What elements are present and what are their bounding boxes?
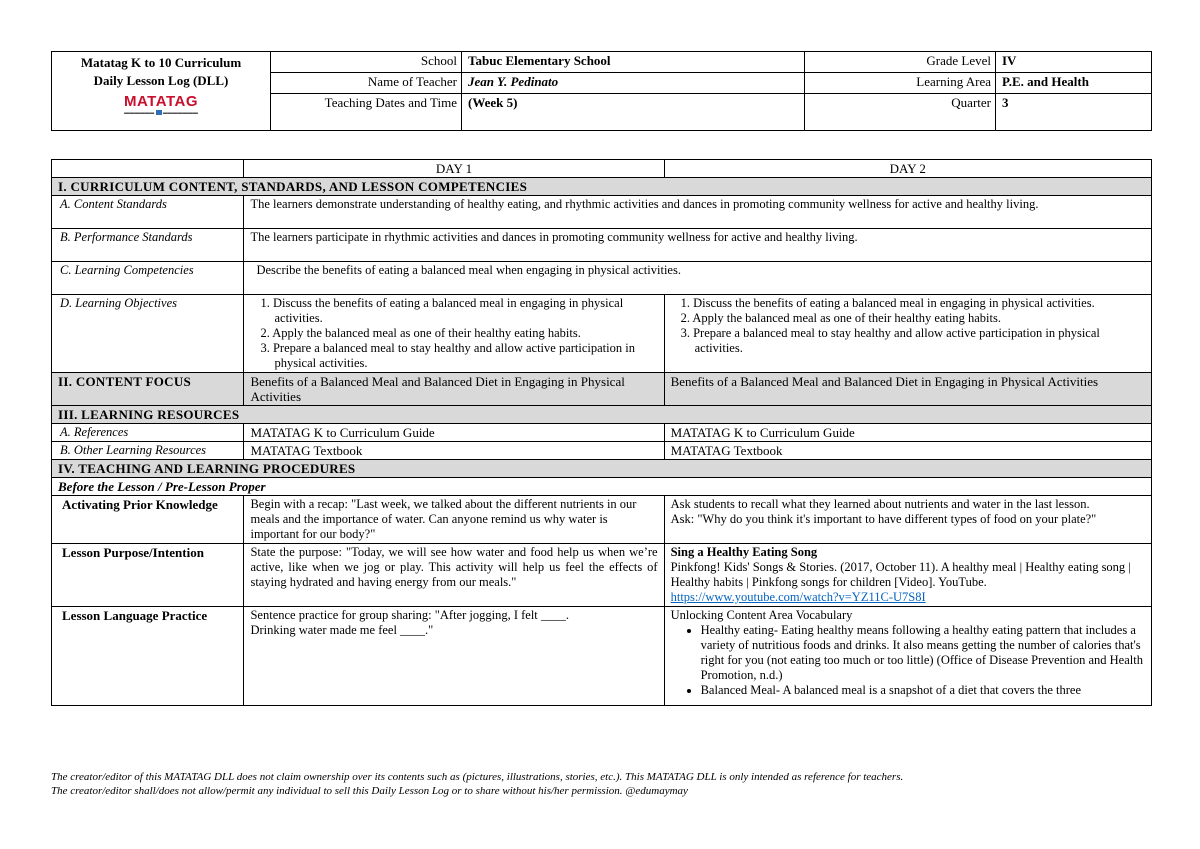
language-practice-day2 <box>664 607 1151 706</box>
vocabulary-title: Unlocking Content Area Vocabulary <box>670 608 853 622</box>
day2-header: DAY 2 <box>664 160 1151 178</box>
before-lesson-heading: Before the Lesson / Pre-Lesson Proper <box>52 478 1152 496</box>
other-resources-day1: MATATAG Textbook <box>244 442 664 460</box>
teaching-dates-label: Teaching Dates and Time <box>271 94 462 131</box>
quarter-label: Quarter <box>805 94 996 131</box>
learning-competencies-text: Describe the benefits of eating a balanced meal when engaging in physical activities. <box>244 262 1152 295</box>
prior-knowledge-label: Activating Prior Knowledge <box>52 496 244 544</box>
objective-item: 2. Apply the balanced meal as one of their healthy eating habits. <box>260 326 581 340</box>
teacher-label: Name of Teacher <box>271 73 462 94</box>
objective-item: 3. Prepare a balanced meal to stay healthy and allow active participation in physical activities. <box>260 341 635 370</box>
teacher-value: Jean Y. Pedinato <box>462 73 805 94</box>
prior-knowledge-day1: Begin with a recap: "Last week, we talked about the different nutrients in our meals and the importance of water. Can anyone remind us why water is important for our body?" <box>244 496 664 544</box>
section-learning-resources-heading: III. LEARNING RESOURCES <box>52 406 1152 424</box>
footer-permission: The creator/editor shall/does not allow/permit any individual to sell this Daily Lesson Log or to share without his/her permission. @edumaymay <box>51 785 688 797</box>
objective-item: 3. Prepare a balanced meal to stay healthy and allow active participation in physical activities. <box>680 326 1100 355</box>
corner-cell <box>52 160 244 178</box>
lesson-purpose-label: Lesson Purpose/Intention <box>52 544 244 607</box>
language-practice-day1 <box>244 607 664 706</box>
lesson-log-table <box>51 159 1152 706</box>
section-procedures-heading: IV. TEACHING AND LEARNING PROCEDURES <box>52 460 1152 478</box>
prior-knowledge-day2 <box>664 496 1151 544</box>
other-resources-label: B. Other Learning Resources <box>52 442 244 460</box>
video-link[interactable]: https://www.youtube.com/watch?v=YZ11C-U7S8I <box>670 590 926 604</box>
references-day2: MATATAG K to Curriculum Guide <box>664 424 1151 442</box>
sentence-practice-line1: Sentence practice for group sharing: "After jogging, I felt ____. <box>250 608 570 622</box>
lesson-purpose-day1: State the purpose: "Today, we will see how water and food help us when we’re active, like when we jog or play. This activity will help us feel the effects of staying hydrated and having energy from our meals." <box>244 544 664 607</box>
learning-competencies-label: C. Learning Competencies <box>52 262 244 295</box>
section-curriculum-heading: I. CURRICULUM CONTENT, STANDARDS, AND LESSON COMPETENCIES <box>52 178 1152 196</box>
quarter-value: 3 <box>996 94 1152 131</box>
objectives-day2 <box>664 295 1151 373</box>
content-standards-text: The learners demonstrate understanding of healthy eating, and rhythmic activities and dances in promoting community wellness for active and healthy living. <box>244 196 1152 229</box>
school-label: School <box>271 52 462 73</box>
references-day1: MATATAG K to Curriculum Guide <box>244 424 664 442</box>
grade-level-label: Grade Level <box>805 52 996 73</box>
logo-tagline-graphic: ▬▬▬▬▬▬ ▬▬▬▬▬▬▬ <box>124 110 198 116</box>
curriculum-title: Matatag K to 10 Curriculum <box>80 55 242 70</box>
matatag-logo: MATATAG ▬▬▬▬▬▬ ▬▬▬▬▬▬▬ <box>58 94 264 116</box>
lesson-purpose-day2 <box>664 544 1151 607</box>
performance-standards-label: B. Performance Standards <box>52 229 244 262</box>
objective-item: 2. Apply the balanced meal as one of their healthy eating habits. <box>680 311 1001 325</box>
vocabulary-item: • Balanced Meal- A balanced meal is a snapshot of a diet that covers the three <box>701 683 1145 698</box>
section-content-focus-heading: II. CONTENT FOCUS <box>52 373 244 406</box>
vocabulary-item: • Healthy eating- Eating healthy means following a healthy eating pattern that includes a variety of nutritious foods and drinks. It also means getting the number of calories that's right for you (not eating too much or too little) (Office of Disease Prevention and Health Promotion, n.d.) <box>701 623 1145 683</box>
sentence-practice-line2: Drinking water made me feel ____." <box>250 623 434 637</box>
song-citation: Pinkfong! Kids' Songs & Stories. (2017, October 11). A healthy meal | Healthy eating song | Healthy habits | Pinkfong songs for children [Video]. YouTube. <box>670 560 1131 589</box>
school-value: Tabuc Elementary School <box>462 52 805 73</box>
content-focus-day2: Benefits of a Balanced Meal and Balanced Diet in Engaging in Physical Activities <box>664 373 1151 406</box>
dll-title-cell <box>52 52 271 131</box>
prior-knowledge-day2-recall: Ask students to recall what they learned about nutrients and water in the last lesson. <box>670 497 1090 511</box>
header-table <box>51 51 1152 131</box>
teaching-dates-value: (Week 5) <box>462 94 805 131</box>
language-practice-label: Lesson Language Practice <box>52 607 244 706</box>
references-label: A. References <box>52 424 244 442</box>
footer-disclaimer: The creator/editor of this MATATAG DLL does not claim ownership over its contents such as (pictures, illustrations, stories, etc.). This MATATAG DLL is only intended as reference for teachers. <box>51 771 904 783</box>
day1-header: DAY 1 <box>244 160 664 178</box>
learning-objectives-label: D. Learning Objectives <box>52 295 244 373</box>
content-focus-day1: Benefits of a Balanced Meal and Balanced Diet in Engaging in Physical Activities <box>244 373 664 406</box>
objective-item: 1. Discuss the benefits of eating a balanced meal in engaging in physical activities. <box>680 296 1095 310</box>
song-title: Sing a Healthy Eating Song <box>670 545 818 559</box>
prior-knowledge-day2-question: Ask: "Why do you think it's important to have different types of food on your plate?" <box>670 512 1097 526</box>
other-resources-day2: MATATAG Textbook <box>664 442 1151 460</box>
learning-area-label: Learning Area <box>805 73 996 94</box>
learning-area-value: P.E. and Health <box>996 73 1152 94</box>
objectives-day1 <box>244 295 664 373</box>
grade-level-value: IV <box>996 52 1152 73</box>
content-standards-label: A. Content Standards <box>52 196 244 229</box>
performance-standards-text: The learners participate in rhythmic activities and dances in promoting community wellness for active and healthy living. <box>244 229 1152 262</box>
objective-item: 1. Discuss the benefits of eating a balanced meal in engaging in physical activities. <box>260 296 624 325</box>
dll-title: Daily Lesson Log (DLL) <box>93 73 229 88</box>
